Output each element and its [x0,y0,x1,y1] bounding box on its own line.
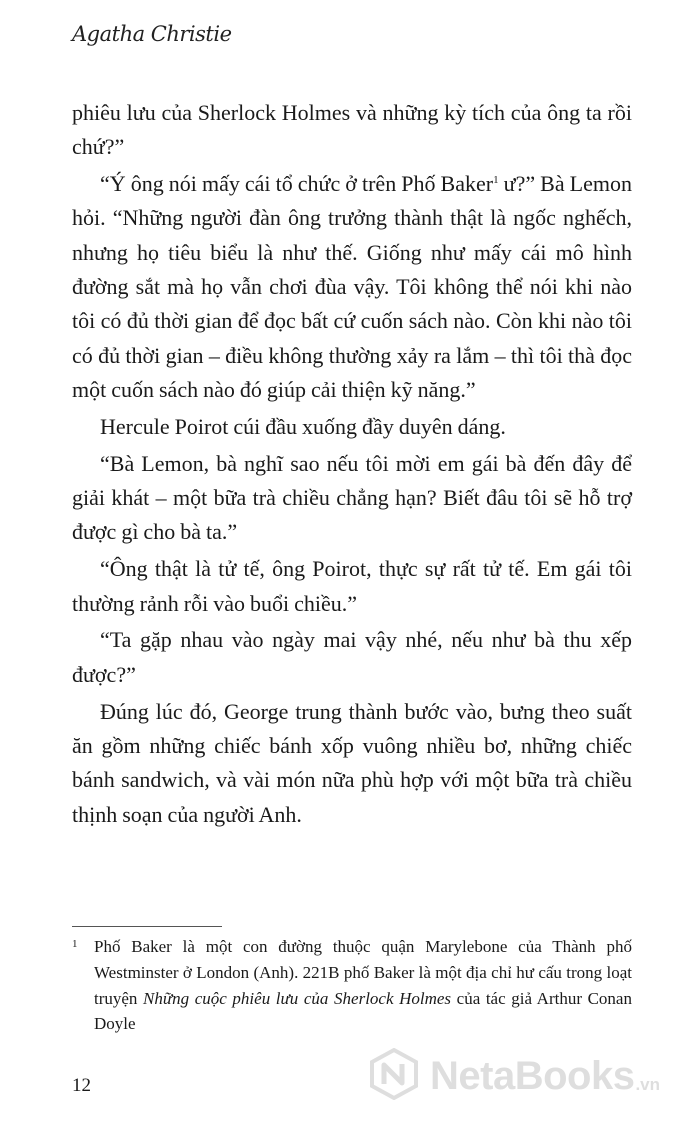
watermark [368,1048,660,1105]
paragraph: “Bà Lemon, bà nghĩ sao nếu tôi mời em gái bà đến đây để giải khát – một bữa trà chiều chẳng hạn? Biết đâu tôi sẽ hỗ trợ được gì cho bà ta.” [72,450,632,545]
footnote-reference: 1 [493,174,499,187]
footnote [72,934,632,1037]
author-logo: Agatha Christie [72,22,232,46]
paragraph-text: “Ý ông nói mấy cái tổ chức ở trên Phố Baker [100,171,494,197]
paragraph [72,167,632,407]
page-number: 12 [72,1075,91,1096]
paragraph: Hercule Poirot cúi đầu xuống đầy duyên dáng. [100,413,506,439]
footnote-divider [72,926,222,927]
watermark-tld: .vn [635,1074,661,1094]
netabooks-logo-icon [368,1048,420,1105]
body-text [72,96,632,832]
watermark-brand: NetaBooks [430,1054,635,1098]
footnote-book-title: Những cuộc phiêu lưu của Sherlock Holmes [143,988,452,1008]
paragraph-text: ư?” Bà Lemon hỏi. “Những người đàn ông trưởng thành thật là ngốc nghếch, nhưng họ tiêu biểu là như thế. Giống như mấy cái mô hình đường sắt mà họ vẫn chơi đùa vậy. Tôi không thể nói khi nào tôi có đủ thời gian để đọc bất cứ cuốn sách nào. Còn khi nào tôi có đủ thời gian – điều không thường xảy ra lắm – thì tôi thà đọc một cuốn sách nào đó giúp cải thiện kỹ năng.” [72,171,632,402]
paragraph: phiêu lưu của Sherlock Holmes và những kỳ tích của ông ta rồi chứ?” [72,100,632,160]
footnote-text-before: Phố Baker là một con đường thuộc quận Marylebone của Thành phố Westminster ở London (Anh). 221B phố Baker là một địa chỉ hư cấu trong loạt truyện [94,937,632,1008]
footnote-text [72,934,632,1037]
paragraph: Đúng lúc đó, George trung thành bước vào, bưng theo suất ăn gồm những chiếc bánh xốp vuông nhiều bơ, những chiếc bánh sandwich, và vài món nữa phù hợp với một bữa trà chiều thịnh soạn của người Anh. [72,698,632,827]
footnote-marker: 1 [72,938,78,950]
footnote-text-after: của tác giả Arthur Conan Doyle [94,988,632,1034]
paragraph: “Ông thật là tử tế, ông Poirot, thực sự rất tử tế. Em gái tôi thường rảnh rỗi vào buổi chiều.” [72,556,632,616]
paragraph: “Ta gặp nhau vào ngày mai vậy nhé, nếu như bà thu xếp được?” [72,627,632,687]
